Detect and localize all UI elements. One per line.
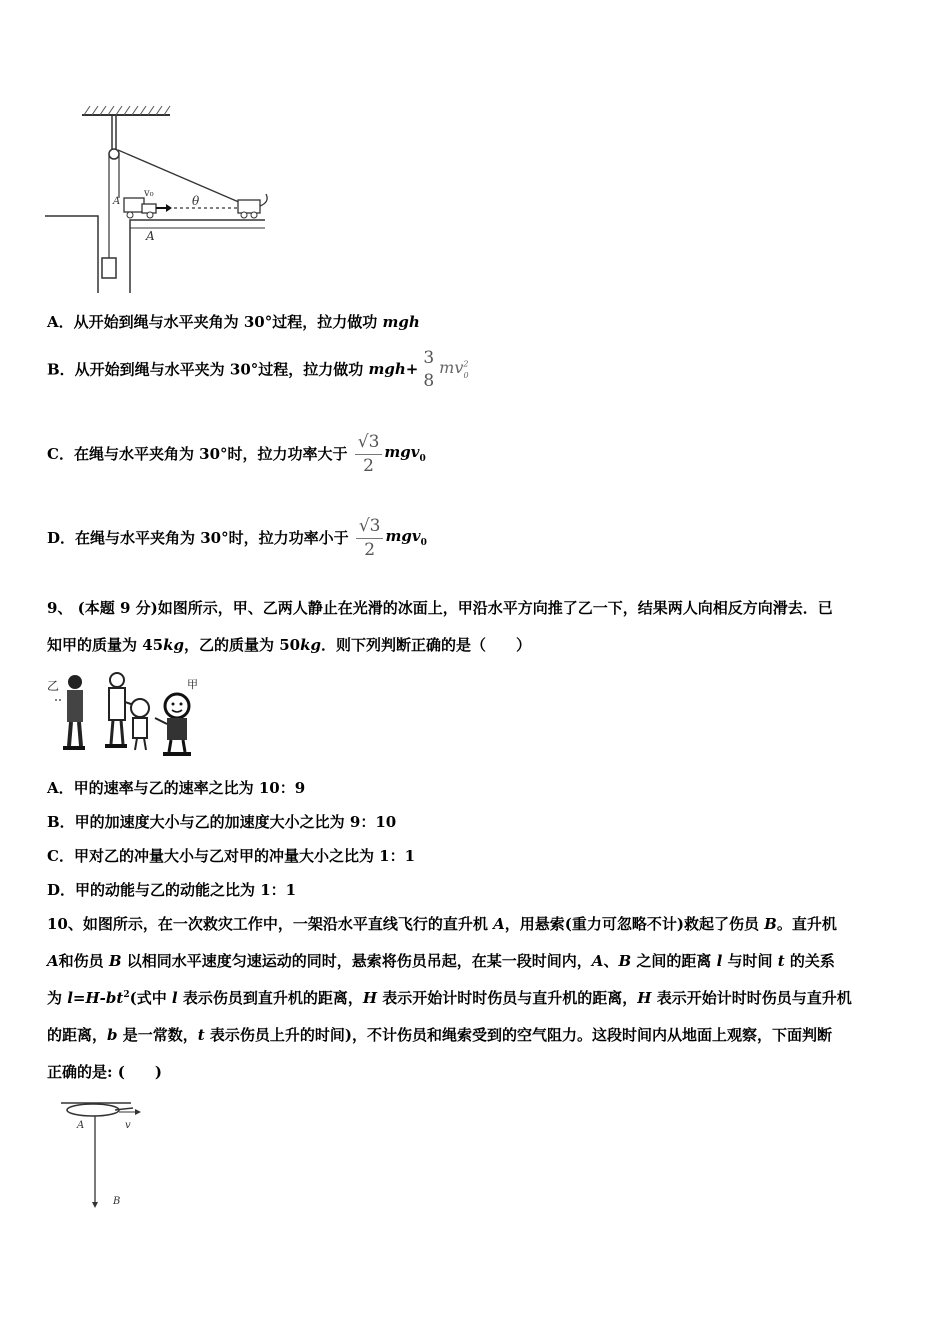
label-a-small: A [113, 196, 121, 207]
pulley-figure [40, 98, 280, 293]
q8-option-d: D．在绳与水平夹角为 30°时，拉力功率小于 $\frac{√3}{2}$ mgv$_0$ [47, 516, 427, 560]
q8-option-c: C．在绳与水平夹角为 30°时，拉力功率大于 $\frac{√3}{2}$ mgv$_0$ [47, 432, 426, 476]
q9-stem-line2: 知甲的质量为 45kg，乙的质量为 50kg．则下列判断正确的是（ ） [47, 636, 532, 654]
helicopter-figure [55, 1098, 155, 1216]
label-b: B [113, 1196, 121, 1207]
q10-stem-line4: 的距离，b 是一常数，t 表示伤员上升的时间)，不计伤员和绳索受到的空气阻力。这段时间内从地面上观察，下面判断 [47, 1026, 833, 1044]
label-theta: θ [192, 194, 200, 208]
q10-stem-line5: 正确的是: ( ) [47, 1063, 162, 1081]
label-jia: 甲 [187, 678, 198, 691]
label-v: v [125, 1120, 131, 1131]
q8-option-a: A．从开始到绳与水平夹角为 30°过程，拉力做功 mgh [47, 313, 420, 331]
q9-option-a: A．甲的速率与乙的速率之比为 10：9 [47, 779, 306, 797]
q9-stem-line1: 9、 (本题 9 分)如图所示，甲、乙两人静止在光滑的冰面上，甲沿水平方向推了乙一下，结果两人向相反方向滑去．已 [47, 599, 833, 617]
q10-stem-line1: 10、如图所示，在一次救灾工作中，一架沿水平直线飞行的直升机 A，用悬索(重力可忽略不计)救起了伤员 B。直升机 [47, 915, 837, 933]
q10-stem-line3: 为 $l=H-bt^2$(式中 l 表示伤员到直升机的距离，H 表示开始计时时伤员与直升机的距离，H 表示开始计时时伤员与直升机 [47, 989, 852, 1007]
q8-option-b: B．从开始到绳与水平夹为 30°过程，拉力做功 mgh+ 3 8 $mv^2_0$ [47, 348, 469, 391]
q9-option-d: D．甲的动能与乙的动能之比为 1：1 [47, 881, 297, 899]
fraction-sqrt3-2: $\frac{√3}{2}$ [355, 430, 383, 477]
label-yi: 乙 [47, 679, 60, 693]
q10-stem-line2: A和伤员 B 以相同水平速度匀速运动的同时，悬索将伤员吊起，在某一段时间内，A、B 之间的距离 l 与时间 t 的关系 [47, 952, 835, 970]
label-a: A [77, 1120, 85, 1131]
q9-option-c: C．甲对乙的冲量大小与乙对甲的冲量大小之比为 1：1 [47, 847, 416, 865]
label-v0: v₀ [144, 188, 154, 199]
label-a: A [146, 229, 155, 243]
fraction-sqrt3-2: $\frac{√3}{2}$ [356, 514, 384, 561]
skaters-figure [45, 668, 210, 763]
fraction-3-8: 3 8 [423, 348, 435, 391]
q9-option-b: B．甲的加速度大小与乙的加速度大小之比为 9：10 [47, 813, 397, 831]
